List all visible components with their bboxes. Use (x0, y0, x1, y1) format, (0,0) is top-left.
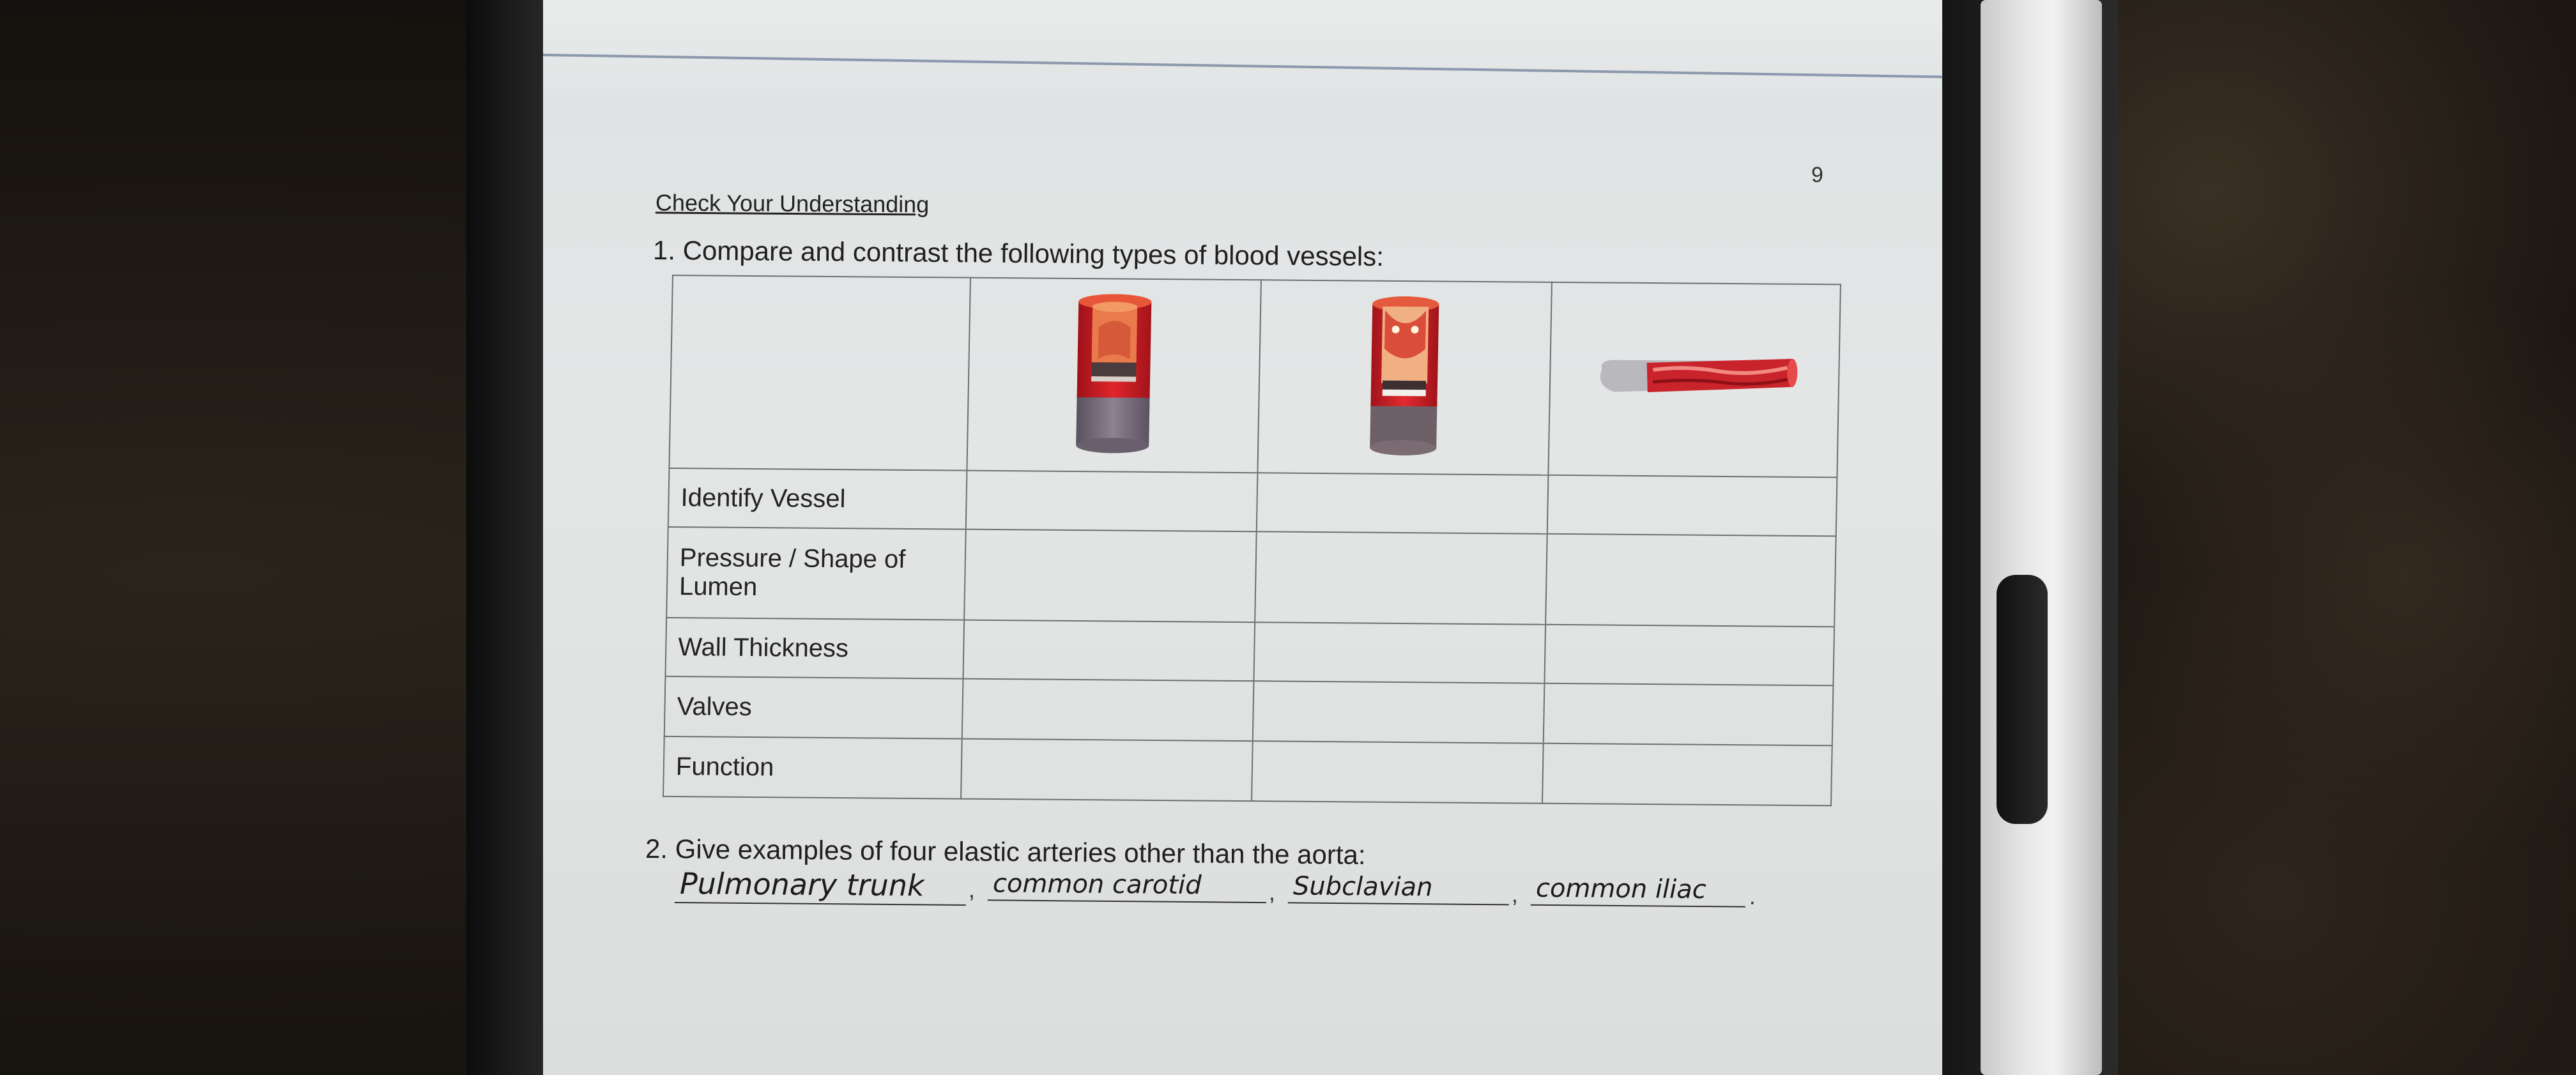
handwritten-answers (675, 866, 1761, 914)
question-1: 1. Compare and contrast the following types of blood vessels: (652, 235, 1384, 271)
table-row (668, 468, 1837, 536)
table-cell[interactable] (669, 275, 970, 471)
artery-cross-section-icon (1071, 289, 1157, 455)
row-label-pressure-lumen: Pressure / Shape of Lumen (666, 527, 965, 620)
vessel-comparison-table (663, 275, 1841, 806)
table-cell[interactable] (964, 530, 1257, 623)
tablet-bezel-left (466, 0, 556, 1075)
question-2: 2. Give examples of four elastic arteries other than the aorta: (645, 834, 1366, 870)
table-cell[interactable] (1544, 683, 1834, 746)
period: . (1749, 883, 1756, 910)
table-cell[interactable] (1257, 280, 1552, 475)
table-row (666, 527, 1836, 627)
table-cell[interactable] (1256, 473, 1548, 534)
table-row (664, 676, 1834, 745)
answer-3[interactable]: Subclavian (1288, 871, 1509, 905)
separator: , (968, 876, 976, 903)
page-number: 9 (1811, 163, 1823, 187)
table-cell[interactable] (1254, 622, 1545, 683)
table-cell[interactable] (1252, 681, 1544, 743)
table-cell[interactable] (967, 278, 1261, 473)
separator: , (1268, 879, 1276, 906)
table-cell[interactable] (1542, 743, 1832, 806)
tablet-screen (543, 0, 1942, 1075)
section-heading: Check Your Understanding (655, 189, 930, 218)
row-label-function: Function (663, 736, 962, 799)
row-label-valves: Valves (664, 676, 963, 739)
table-row (669, 275, 1840, 477)
previous-page-bottom (543, 0, 1942, 89)
row-label-wall-thickness: Wall Thickness (665, 618, 963, 679)
table-cell[interactable] (1255, 531, 1547, 625)
carpet-background (2083, 0, 2576, 1075)
table-cell[interactable] (963, 620, 1255, 682)
table-row (663, 736, 1832, 805)
table-cell[interactable] (965, 471, 1257, 532)
answer-2[interactable]: common carotid (988, 869, 1266, 903)
table-row (665, 618, 1834, 685)
stylus-clip (1997, 575, 2048, 824)
table-cell[interactable] (962, 679, 1254, 742)
table-cell[interactable] (1252, 741, 1544, 804)
stylus-pencil (1981, 0, 2102, 1075)
table-cell[interactable] (961, 739, 1253, 802)
table-cell[interactable] (1544, 625, 1834, 686)
capillary-icon (1588, 340, 1800, 413)
table-cell[interactable] (1547, 475, 1837, 537)
table-cell[interactable] (1548, 282, 1841, 478)
separator: , (1511, 881, 1519, 908)
row-label-identify-vessel: Identify Vessel (668, 468, 967, 530)
answer-4[interactable]: common iliac (1531, 874, 1745, 908)
answer-1[interactable]: Pulmonary trunk (675, 866, 966, 906)
vein-cross-section-icon (1365, 291, 1445, 458)
table-cell[interactable] (1545, 534, 1836, 627)
